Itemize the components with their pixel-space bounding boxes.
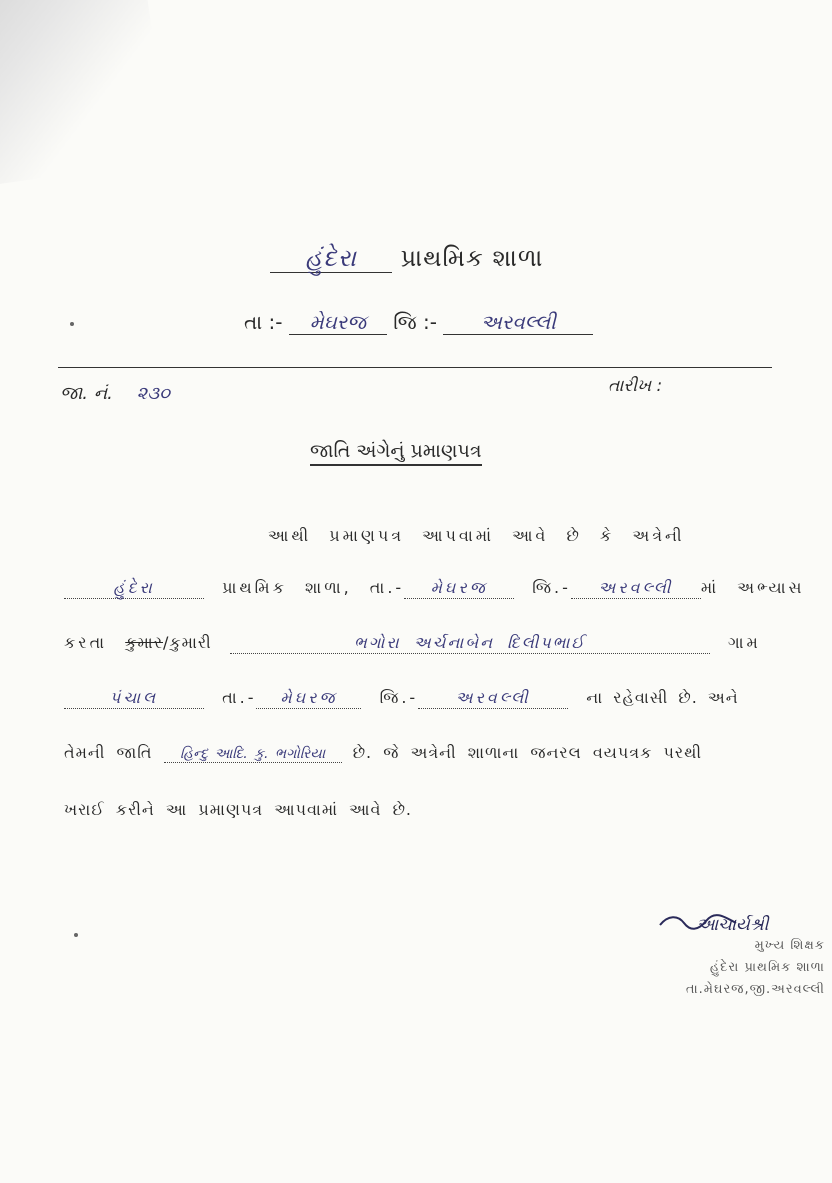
line3-text-b: /કુમારી — [163, 633, 212, 652]
taluka-value: મેઘરજ — [289, 310, 387, 335]
line4-village: પંચાલ — [64, 688, 204, 709]
official-stamp — [640, 935, 825, 1001]
line2-district: અરવલ્લી — [571, 578, 701, 599]
body-line-3 — [64, 633, 761, 654]
line2-taluka: મેઘરજ — [404, 578, 514, 599]
line2-village: હુંદેરા — [64, 578, 204, 599]
folded-corner — [0, 0, 170, 188]
ref-value: ૨૩૦ — [136, 383, 170, 404]
stamp-line-1: મુખ્ય શિક્ષક — [754, 938, 825, 953]
line2-text-b: જિ.- — [532, 578, 571, 597]
line3-text-a: કરતા — [64, 633, 108, 652]
student-name: ભગોરા અર્ચનાબેન દિલીપભાઈ — [230, 633, 710, 654]
district-prefix: જિ :- — [393, 310, 437, 334]
line5-text-a: તેમની જાતિ — [64, 743, 153, 762]
line5-text-b: છે. જે અત્રેની શાળાના જનરલ વયપત્રક પરથી — [352, 743, 703, 762]
signature-scribble-icon — [658, 913, 738, 933]
line4-text-c: ના રહેવાસી છે. અને — [586, 688, 739, 707]
school-heading — [270, 244, 543, 273]
punch-dot — [70, 322, 74, 326]
line3-text-c: ગામ — [727, 633, 761, 652]
body-line-5 — [64, 743, 702, 763]
header-divider — [58, 367, 772, 368]
body-line-2 — [64, 578, 805, 599]
signature-block — [640, 905, 825, 1001]
body-line-4 — [64, 688, 739, 709]
date-label: તારીખ : — [608, 376, 663, 396]
certificate-title: જાતિ અંગેનું પ્રમાણપત્ર — [310, 440, 482, 466]
stamp-line-2: હુંદેરા પ્રાથમિક શાળા — [709, 960, 825, 975]
body-line-6: ખરાઈ કરીને આ પ્રમાણપત્ર આપવામાં આવે છે. — [64, 800, 413, 819]
ref-prefix: જા. નં. — [60, 383, 113, 404]
line4-text-a: તા.- — [222, 688, 257, 707]
signatory-title: આચાર્યશ્રી — [696, 915, 769, 935]
taluka-prefix: તા :- — [244, 310, 283, 334]
district-value: અરવલ્લી — [443, 310, 593, 335]
caste-value: હિન્દુ આદિ. કુ. ભગોરિયા — [164, 746, 342, 763]
line2-text-c: માં અભ્યાસ — [700, 578, 805, 597]
punch-dot — [74, 933, 78, 937]
school-village: હુંદેરા — [270, 244, 392, 273]
school-label: પ્રાથમિક શાળા — [400, 244, 544, 272]
address-heading — [244, 310, 593, 335]
line3-struck: કુમાર — [125, 633, 163, 652]
line4-taluka: મેઘરજ — [256, 688, 361, 709]
body-line-1: આથી પ્રમાણપત્ર આપવામાં આવે છે કે અત્રેની — [268, 526, 685, 545]
line4-district: અરવલ્લી — [418, 688, 568, 709]
line4-text-b: જિ.- — [379, 688, 419, 707]
reference-number — [60, 383, 170, 404]
stamp-line-3: તા.મેઘરજ,જી.અરવલ્લી — [685, 982, 825, 997]
line2-text-a: પ્રાથમિક શાળા, તા.- — [222, 578, 405, 597]
